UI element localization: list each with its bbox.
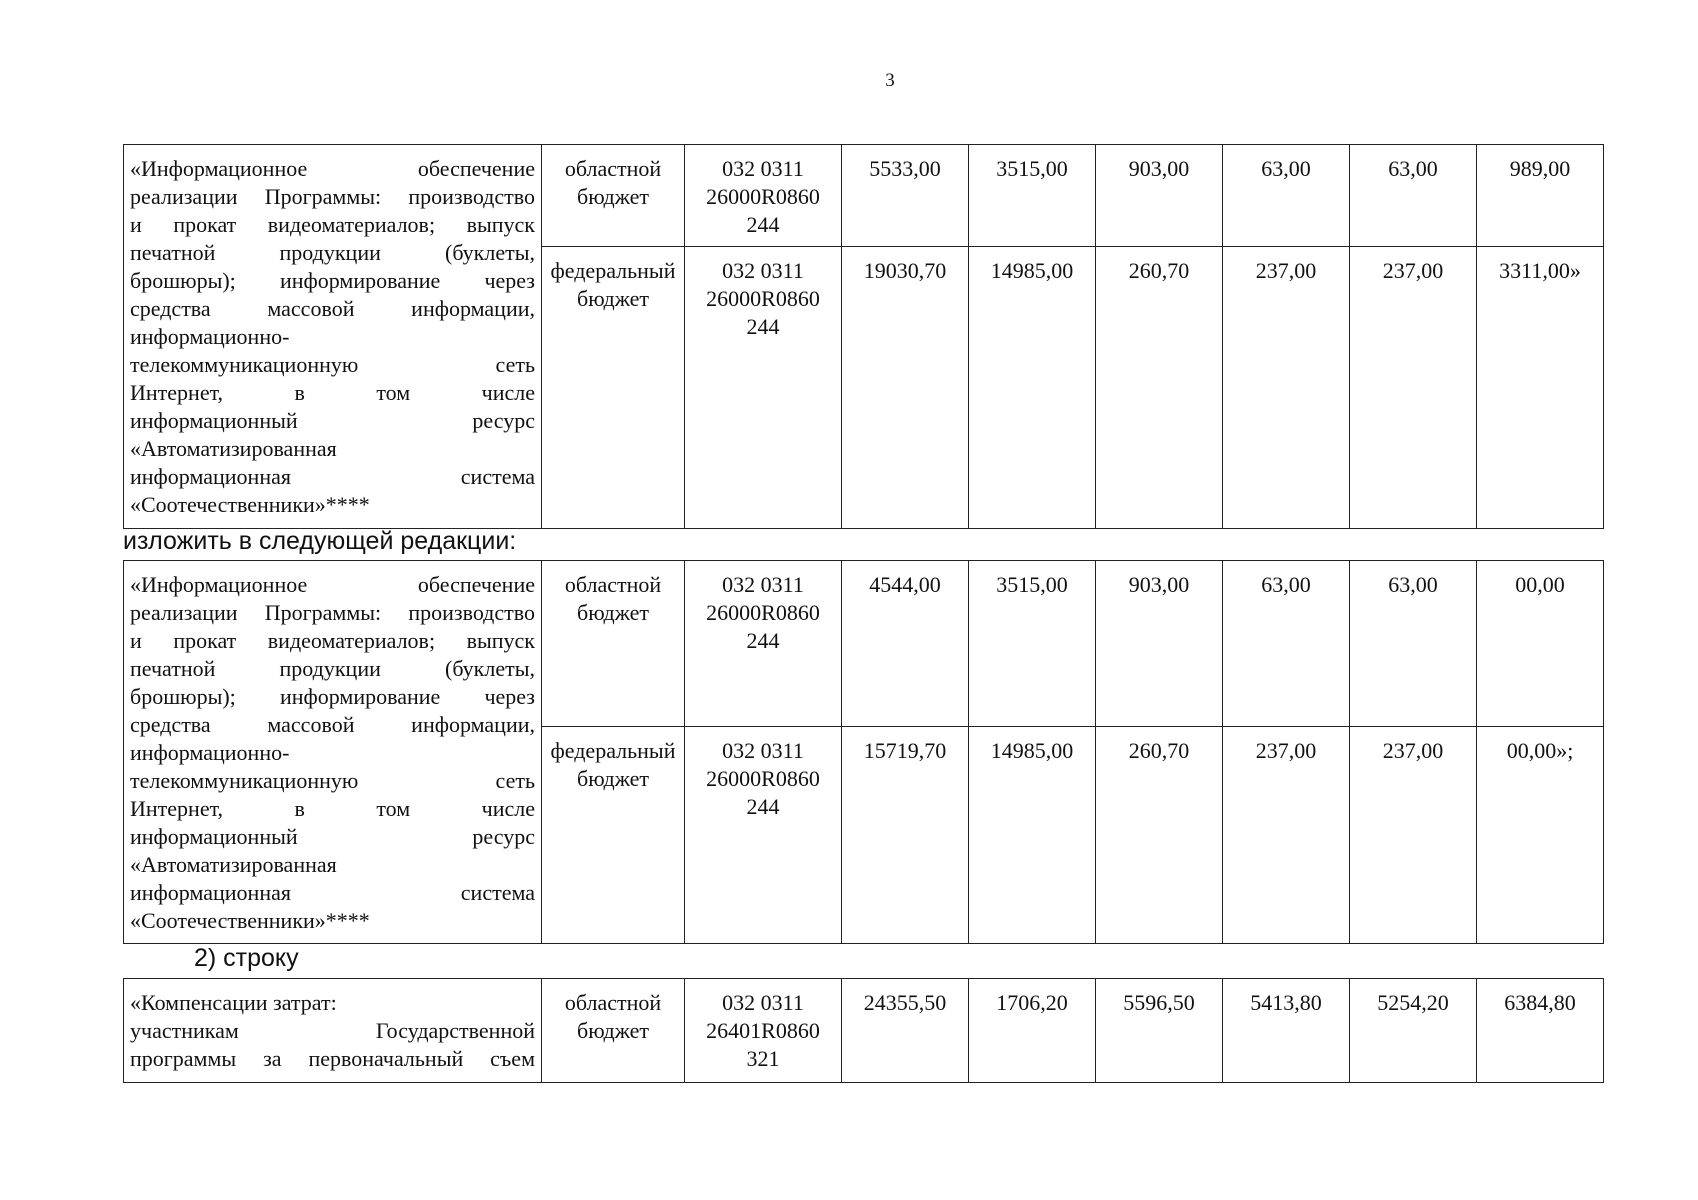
description-line: информационно- (130, 740, 290, 765)
code-line: 032 0311 (722, 990, 804, 1015)
value-cell: 989,00 (1477, 145, 1604, 247)
description-line: телекоммуникационную сеть (130, 768, 535, 793)
value-cell: 4544,00 (842, 561, 969, 727)
budget-code (685, 979, 842, 1083)
budget-code (685, 247, 842, 529)
value-cell: 63,00 (1350, 561, 1477, 727)
description-line: «Соотечественники»**** (130, 492, 370, 517)
description-line: Интернет, в том числе (130, 380, 535, 405)
value-cell: 5596,50 (1096, 979, 1223, 1083)
value-cell: 63,00 (1223, 145, 1350, 247)
description-line: телекоммуникационную сеть (130, 352, 535, 377)
description-line: печатной продукции (буклеты, (130, 656, 535, 681)
description-line: «Соотечественники»**** (130, 908, 370, 933)
code-line: 26000R0860 (706, 766, 820, 791)
value-cell: 237,00 (1223, 247, 1350, 529)
caption-row-2: 2) строку (194, 944, 299, 972)
description-line: брошюры); информирование через (130, 268, 535, 293)
code-line: 26000R0860 (706, 286, 820, 311)
value-cell: 260,70 (1096, 247, 1223, 529)
row-description (124, 979, 542, 1083)
caption-new-edition: изложить в следующей редакции: (123, 527, 517, 555)
budget-code (685, 145, 842, 247)
code-line: 244 (746, 794, 780, 819)
description-line: «Автоматизированная (130, 852, 337, 877)
description-line: Интернет, в том числе (130, 796, 535, 821)
description-line: и прокат видеоматериалов; выпуск (130, 628, 535, 653)
description-line: печатной продукции (буклеты, (130, 240, 535, 265)
funding-source: областной бюджет (542, 145, 685, 247)
code-line: 321 (746, 1046, 780, 1071)
value-cell: 5533,00 (842, 145, 969, 247)
description-line: программы за первоначальный съем (130, 1046, 535, 1071)
description-line: участникам Государственной (130, 1018, 535, 1043)
value-cell: 903,00 (1096, 561, 1223, 727)
value-cell: 5413,80 (1223, 979, 1350, 1083)
value-cell: 903,00 (1096, 145, 1223, 247)
row-description (124, 561, 542, 944)
table-row (124, 561, 1604, 727)
value-cell: 24355,50 (842, 979, 969, 1083)
value-cell: 3515,00 (969, 561, 1096, 727)
description-line: «Автоматизированная (130, 436, 337, 461)
description-line: информационная система (130, 880, 535, 905)
value-cell: 63,00 (1223, 561, 1350, 727)
funding-source: областной бюджет (542, 979, 685, 1083)
value-cell: 260,70 (1096, 727, 1223, 944)
value-cell: 14985,00 (969, 247, 1096, 529)
table-old-version (123, 144, 1604, 529)
description-line: средства массовой информации, (130, 296, 535, 321)
funding-source: областной бюджет (542, 561, 685, 727)
description-line: реализации Программы: производство (130, 600, 535, 625)
description-line: информационная система (130, 464, 535, 489)
value-cell: 237,00 (1223, 727, 1350, 944)
page-number: 3 (885, 70, 895, 91)
value-cell: 3515,00 (969, 145, 1096, 247)
code-line: 032 0311 (722, 572, 804, 597)
value-cell: 14985,00 (969, 727, 1096, 944)
description-line: информационно- (130, 324, 290, 349)
description-line: информационный ресурс (130, 824, 535, 849)
description-line: брошюры); информирование через (130, 684, 535, 709)
value-cell: 63,00 (1350, 145, 1477, 247)
value-cell: 19030,70 (842, 247, 969, 529)
code-line: 032 0311 (722, 156, 804, 181)
description-line: «Информационное обеспечение (130, 572, 535, 597)
code-line: 26401R0860 (706, 1018, 820, 1043)
budget-code (685, 561, 842, 727)
code-line: 26000R0860 (706, 184, 820, 209)
description-line: реализации Программы: производство (130, 184, 535, 209)
code-line: 244 (746, 212, 780, 237)
value-cell: 237,00 (1350, 247, 1477, 529)
description-line: средства массовой информации, (130, 712, 535, 737)
table-compensation (123, 978, 1604, 1083)
row-description (124, 145, 542, 529)
value-cell: 237,00 (1350, 727, 1477, 944)
value-cell: 1706,20 (969, 979, 1096, 1083)
funding-source: федеральный бюджет (542, 727, 685, 944)
code-line: 244 (746, 314, 780, 339)
value-cell: 6384,80 (1477, 979, 1604, 1083)
code-line: 26000R0860 (706, 600, 820, 625)
value-cell: 00,00 (1477, 561, 1604, 727)
table-row (124, 145, 1604, 247)
code-line: 032 0311 (722, 258, 804, 283)
value-cell: 00,00»; (1477, 727, 1604, 944)
description-line: «Компенсации затрат: (130, 990, 337, 1015)
code-line: 244 (746, 628, 780, 653)
table-row (124, 979, 1604, 1083)
code-line: 032 0311 (722, 738, 804, 763)
description-line: информационный ресурс (130, 408, 535, 433)
description-line: «Информационное обеспечение (130, 156, 535, 181)
value-cell: 3311,00» (1477, 247, 1604, 529)
funding-source: федеральный бюджет (542, 247, 685, 529)
budget-code (685, 727, 842, 944)
table-new-version (123, 560, 1604, 944)
value-cell: 15719,70 (842, 727, 969, 944)
description-line: и прокат видеоматериалов; выпуск (130, 212, 535, 237)
value-cell: 5254,20 (1350, 979, 1477, 1083)
